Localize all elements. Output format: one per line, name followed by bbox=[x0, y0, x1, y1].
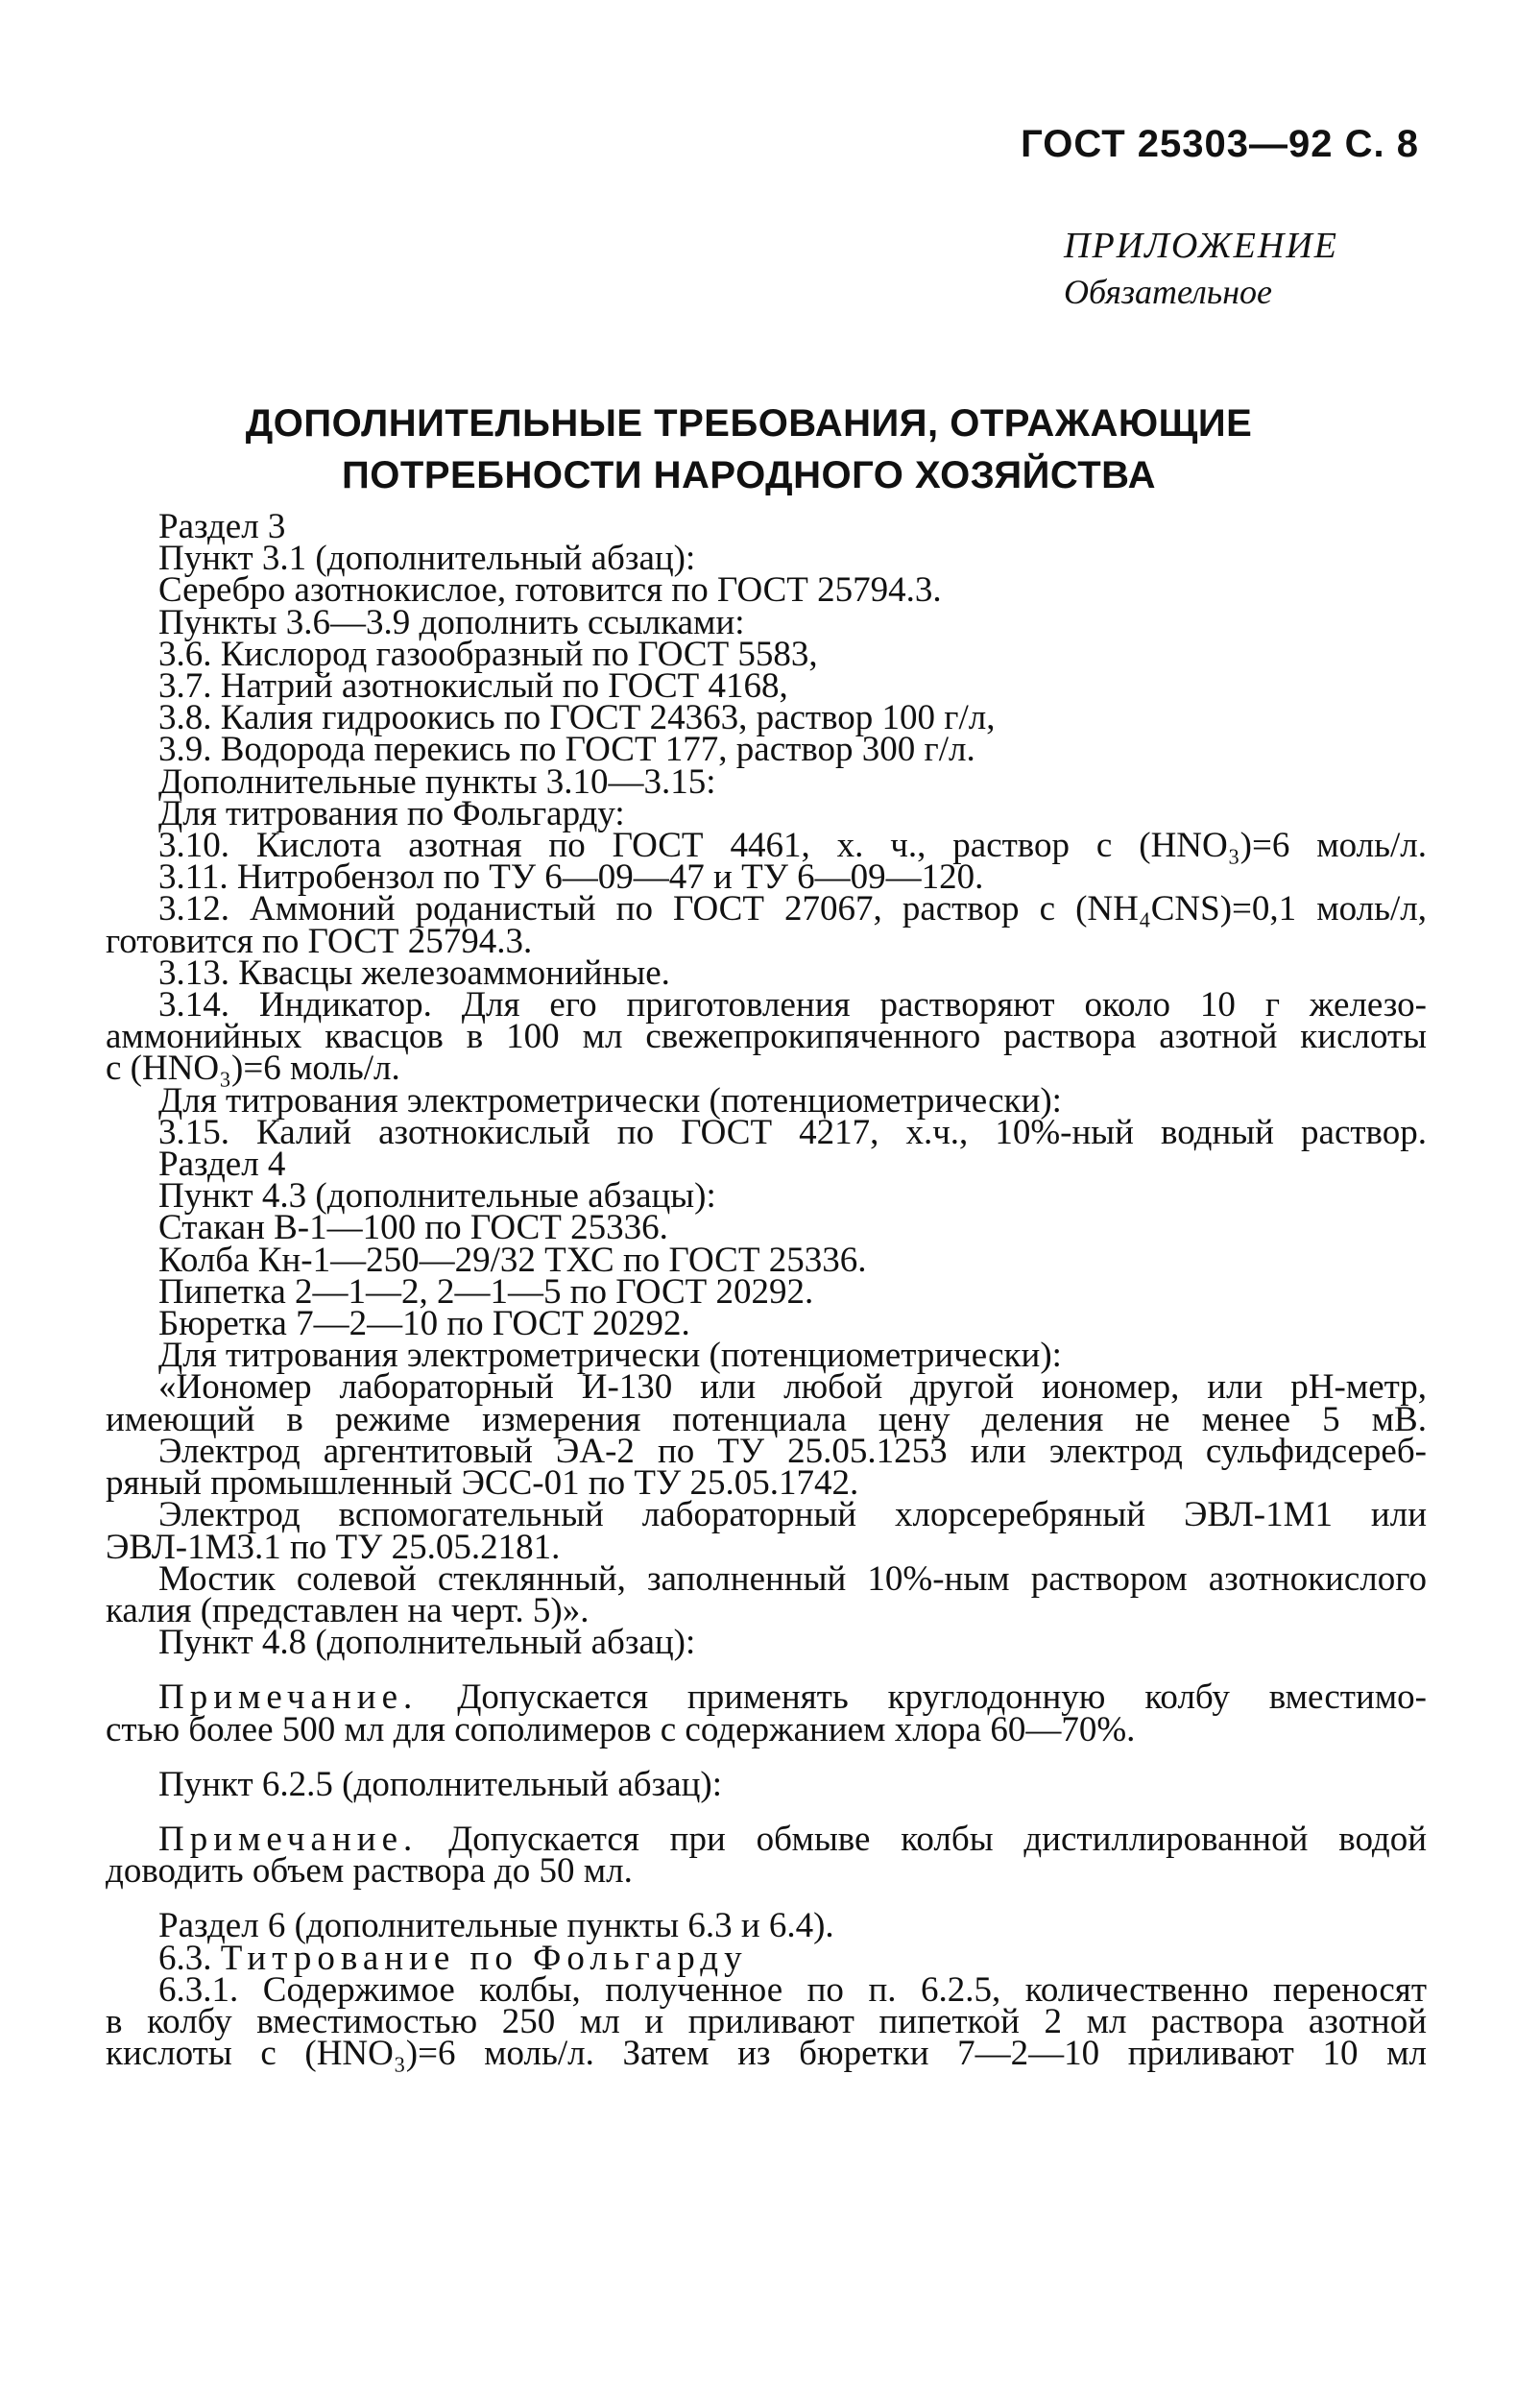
text-line: с (HNO₃)=6 моль/л. bbox=[106, 1049, 400, 1089]
text-line: 3.13. Квасцы железоаммонийные. bbox=[158, 953, 670, 993]
section-number: 6.3. bbox=[158, 1938, 212, 1978]
text-line: Раздел 4 bbox=[158, 1145, 286, 1185]
text-line: Пункт 3.1 (дополнительный абзац): bbox=[158, 539, 696, 579]
text-line: Пункт 4.3 (дополнительные абзацы): bbox=[158, 1176, 716, 1217]
text-line: Электрод аргентитовый ЭА-2 по ТУ 25.05.1253 или электрод сульфидсереб- bbox=[158, 1431, 1427, 1471]
appendix-label bbox=[1064, 223, 1338, 315]
text-line: Раздел 3 bbox=[158, 507, 286, 546]
text-line: Пункты 3.6—3.9 дополнить ссылками: bbox=[158, 602, 745, 642]
text-line: 3.10. Кислота азотная по ГОСТ 4461, х. ч., раствор с (HNO₃)=6 моль/л. bbox=[158, 826, 1427, 866]
text-line: Дополнительные пункты 3.10—3.15: bbox=[158, 761, 716, 802]
page-header: ГОСТ 25303—92 С. 8 bbox=[1021, 123, 1419, 165]
text-line: 6.3.1. Содержимое колбы, полученное по п. 6.2.5, количественно переносят bbox=[158, 1969, 1427, 2010]
title-line-1: ДОПОЛНИТЕЛЬНЫЕ ТРЕБОВАНИЯ, ОТРАЖАЮЩИЕ bbox=[245, 402, 1253, 445]
text-line: Для титрования электрометрически (потенциометрически): bbox=[158, 1336, 1062, 1376]
text-line: 3.6. Кислород газообразный по ГОСТ 5583, bbox=[158, 634, 818, 674]
text-line: Колба Кн-1—250—29/32 ТХС по ГОСТ 25336. bbox=[158, 1240, 867, 1280]
text-line: калия (представлен на черт. 5)». bbox=[106, 1590, 590, 1630]
text-line: Мостик солевой стеклянный, заполненный 10%-ным раствором азотнокислого bbox=[158, 1558, 1427, 1599]
document-body bbox=[106, 507, 1428, 2074]
text-line: 3.8. Калия гидроокись по ГОСТ 24363, раствор 100 г/л, bbox=[158, 698, 996, 738]
text-line: 3.11. Нитробензол по ТУ 6—09—47 и ТУ 6—09—120. bbox=[158, 857, 984, 898]
note-line bbox=[106, 1677, 1427, 1718]
text-line: в колбу вместимостью 250 мл и приливают пипеткой 2 мл раствора азотной bbox=[106, 2001, 1427, 2041]
text-line: Стакан В-1—100 по ГОСТ 25336. bbox=[158, 1208, 668, 1248]
text-line: имеющий в режиме измерения потенциала цену деления не менее 5 мВ. bbox=[106, 1399, 1427, 1439]
text-line: 3.9. Водорода перекись по ГОСТ 177, раствор 300 г/л. bbox=[158, 730, 975, 770]
text-line: Пункт 4.8 (дополнительный абзац): bbox=[158, 1623, 696, 1663]
document-title bbox=[0, 398, 1498, 501]
text-line: доводить объем раствора до 50 мл. bbox=[106, 1851, 633, 1892]
section-title: Титрование по Фольгарду bbox=[220, 1938, 748, 1978]
text-line: Для титрования электрометрически (потенциометрически): bbox=[158, 1080, 1062, 1121]
note-label: Примечание. bbox=[158, 1819, 419, 1859]
text-line: ЭВЛ-1М3.1 по ТУ 25.05.2181. bbox=[106, 1527, 561, 1567]
text-line: Раздел 6 (дополнительные пункты 6.3 и 6.4). bbox=[158, 1906, 834, 1946]
text-line: стью более 500 мл для сополимеров с содержанием хлора 60—70%. bbox=[106, 1709, 1136, 1749]
note-text: Допускается применять круглодонную колбу вместимо- bbox=[457, 1677, 1427, 1718]
text-line: Серебро азотнокислое, готовится по ГОСТ 25794.3. bbox=[158, 570, 942, 611]
text-line: Электрод вспомогательный лабораторный хлорсеребряный ЭВЛ-1М1 или bbox=[158, 1495, 1427, 1535]
text-line: 3.15. Калий азотнокислый по ГОСТ 4217, х.ч., 10%-ный водный раствор. bbox=[158, 1112, 1427, 1152]
appendix-status: Обязательное bbox=[1064, 273, 1273, 311]
text-line: 3.7. Натрий азотнокислый по ГОСТ 4168, bbox=[158, 666, 788, 707]
text-line: Для титрования по Фольгарду: bbox=[158, 793, 625, 833]
note-text: Допускается при обмыве колбы дистиллированной водой bbox=[448, 1819, 1428, 1859]
text-line: ряный промышленный ЭСС-01 по ТУ 25.05.1742. bbox=[106, 1463, 859, 1504]
text-line: кислоты с (HNO₃)=6 моль/л. Затем из бюретки 7—2—10 приливают 10 мл bbox=[106, 2034, 1427, 2074]
text-line: Бюретка 7—2—10 по ГОСТ 20292. bbox=[158, 1304, 690, 1344]
text-line: Пункт 6.2.5 (дополнительный абзац): bbox=[158, 1764, 723, 1804]
text-line: 3.12. Аммоний роданистый по ГОСТ 27067, раствор с (NH₄CNS)=0,1 моль/л, bbox=[158, 889, 1427, 929]
text-line: Пипетка 2—1—2, 2—1—5 по ГОСТ 20292. bbox=[158, 1271, 814, 1312]
section-heading bbox=[106, 1938, 1427, 1978]
text-line: аммонийных квасцов в 100 мл свежепрокипяченного раствора азотной кислоты bbox=[106, 1017, 1427, 1057]
text-line: «Иономер лабораторный И-130 или любой другой иономер, или рН-метр, bbox=[158, 1367, 1427, 1408]
text-line: готовится по ГОСТ 25794.3. bbox=[106, 921, 533, 961]
text-line: 3.14. Индикатор. Для его приготовления растворяют около 10 г железо- bbox=[158, 985, 1427, 1025]
appendix-title: ПРИЛОЖЕНИЕ bbox=[1064, 226, 1338, 266]
note-label: Примечание. bbox=[158, 1677, 419, 1718]
title-line-2: ПОТРЕБНОСТИ НАРОДНОГО ХОЗЯЙСТВА bbox=[342, 454, 1156, 496]
